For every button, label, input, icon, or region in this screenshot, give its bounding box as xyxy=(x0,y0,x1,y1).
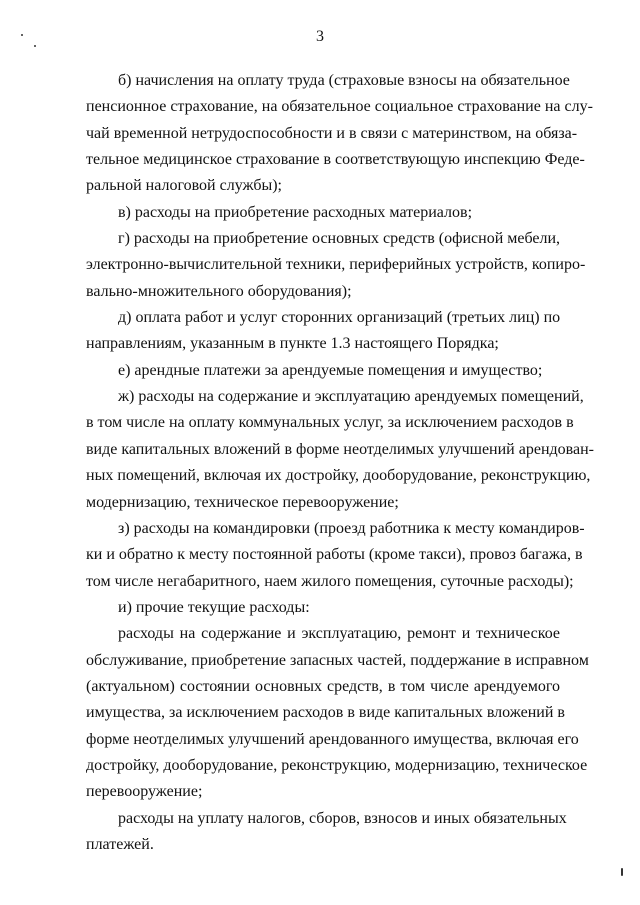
paragraph-line: достройку, дооборудование, реконструкцию, модернизацию, техническое xyxy=(86,756,588,774)
paragraph-line: расходы на уплату налогов, сборов, взносов и иных обязательных xyxy=(118,809,567,827)
paragraph xyxy=(86,358,560,384)
paragraph-line: форме неотделимых улучшений арендованного имущества, включая его xyxy=(86,730,579,748)
paragraph-line: обслуживание, приобретение запасных частей, поддержание в исправном xyxy=(86,651,589,669)
paragraph-line: в) расходы на приобретение расходных материалов; xyxy=(118,203,473,221)
paragraph xyxy=(86,68,593,200)
paragraph xyxy=(86,516,585,595)
paragraph-line: виде капитальных вложений в форме неотделимых улучшений арендован- xyxy=(86,440,594,458)
paragraph-line: электронно-вычислительной техники, периферийных устройств, копиро- xyxy=(86,256,586,274)
page-number: 3 xyxy=(316,28,324,45)
paragraph-line: перевооружение; xyxy=(86,783,203,801)
paragraph-line: з) расходы на командировки (проезд работника к месту командиров- xyxy=(118,519,585,537)
paragraph-line: е) арендные платежи за арендуемые помещения и имущество; xyxy=(118,361,543,379)
document-body xyxy=(86,68,594,858)
paragraph-line: и) прочие текущие расходы: xyxy=(118,598,310,616)
paragraph-line: ки и обратно к месту постоянной работы (кроме такси), провоз багажа, в xyxy=(86,546,583,564)
paragraph-line: вально-множительного оборудования); xyxy=(86,282,352,300)
paragraph xyxy=(86,621,589,805)
paragraph-line: пенсионное страхование, на обязательное социальное страхование на слу- xyxy=(86,98,593,116)
paragraph xyxy=(86,305,560,358)
paragraph-line: тельное медицинское страхование в соответствующую инспекцию Феде- xyxy=(86,151,585,169)
paragraph-line: (актуальном) состоянии основных средств, в том числе арендуемого xyxy=(86,677,560,695)
paragraph-line: д) оплата работ и услуг сторонних организаций (третьих лиц) по xyxy=(118,309,561,327)
paragraph xyxy=(86,226,586,305)
scan-speck xyxy=(621,868,623,876)
paragraph-line: модернизацию, техническое перевооружение; xyxy=(86,493,399,511)
paragraph-line: ных помещений, включая их достройку, дооборудование, реконструкцию, xyxy=(86,467,591,485)
paragraph xyxy=(86,200,560,226)
paragraph-line: направлениям, указанным в пункте 1.3 настоящего Порядка; xyxy=(86,335,499,353)
paragraph xyxy=(86,595,560,621)
paragraph xyxy=(86,806,567,859)
paragraph xyxy=(86,384,594,516)
paragraph-line: ральной налоговой службы); xyxy=(86,177,282,195)
paragraph-line: расходы на содержание и эксплуатацию, ремонт и техническое xyxy=(118,625,560,643)
paragraph-line: в том числе на оплату коммунальных услуг, за исключением расходов в xyxy=(86,414,574,432)
paragraph-line: б) начисления на оплату труда (страховые взносы на обязательное xyxy=(118,72,570,89)
paragraph-line: г) расходы на приобретение основных средств (офисной мебели, xyxy=(118,230,561,248)
paragraph-line: ж) расходы на содержание и эксплуатацию арендуемых помещений, xyxy=(118,388,584,406)
paragraph-line: имущества, за исключением расходов в виде капитальных вложений в xyxy=(86,704,565,722)
paragraph-line: платежей. xyxy=(86,835,154,853)
paragraph-line: том числе негабаритного, наем жилого помещения, суточные расходы); xyxy=(86,572,574,590)
paragraph-line: чай временной нетрудоспособности и в связи с материнством, на обяза- xyxy=(86,124,578,142)
